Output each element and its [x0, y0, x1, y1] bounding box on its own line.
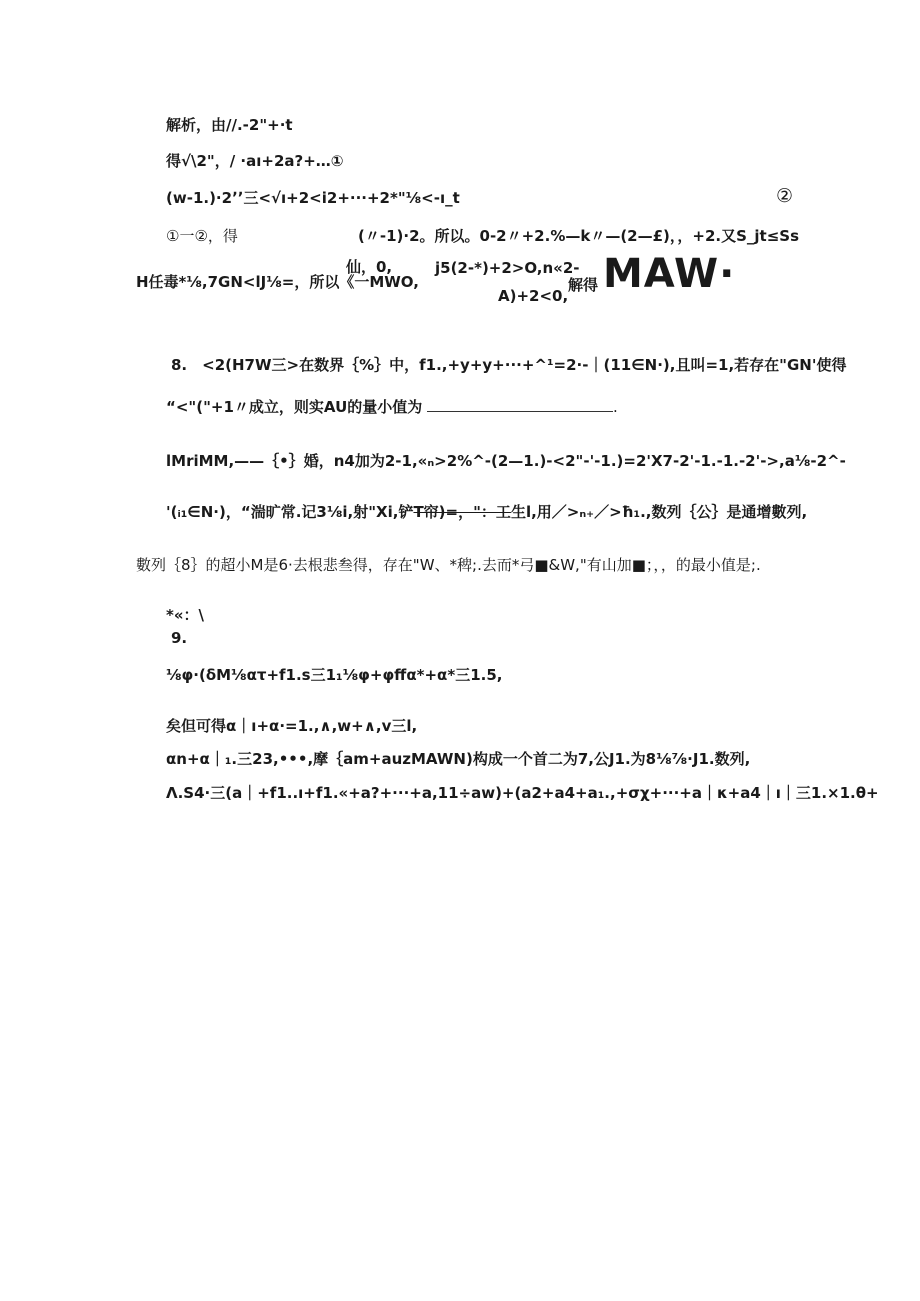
problem-8-solution-line-4: *«：\: [166, 606, 205, 624]
solution-line-4-formula: (〃-1)·2。所以。0-2〃+2.%—k〃—(2—£)，，+2.又S_jt≤Ss: [358, 227, 800, 245]
solution-line-5-formula: j5(2-*)+2>O,n«2-: [435, 259, 580, 277]
solution-line-6: A)+2<0,: [498, 287, 569, 305]
solution-line-4-start: ①一②，得: [166, 227, 238, 245]
solution-line-5-solve: 解得: [568, 276, 599, 294]
answer-blank: [427, 397, 613, 412]
problem-9-line-3: αn+α｜₁.三23,•••,摩｛am+auzMAWN)构成一个首二为7,公J1.为8⅛⅞·J1.数列,: [166, 750, 751, 768]
problem-9-line-4: Λ.S4·三(a｜+f1..ı+f1.«+a?+···+a,11÷aw)+(a2+a4+a₁.,+σχ+···+a｜κ+a4｜ı｜三1.×1.θ+: [166, 784, 879, 802]
problem-8-solution-line-1: lMriMM,——｛•｝婚，n4加为2-1,«ₙ>2%^-(2—1.)-<2"-'-1.)=2'X7-2'-1.-1.-2'->,a⅛-2^-: [166, 452, 846, 470]
problem-8-statement-line-1: 8. <2(H7W三>在数界｛%｝中，f1.,+y+y+···+^¹=2·-｜(11∈N·),且叫=1,若存在"GN'使得: [171, 356, 847, 374]
problem-8-solution-line-2-struck: T帘)=，"：工: [413, 503, 511, 521]
problem-9-number: 9.: [171, 629, 188, 647]
solution-line-5-start: H任毒*⅛,7GN<lJ⅛=，所以《一MWO,: [136, 273, 419, 291]
solution-line-1: 解析，由//.-2"+·t: [166, 116, 293, 134]
solution-line-2: 得√\2"，/ ·aı+2a?+…①: [166, 152, 344, 170]
solution-line-3: (w-1.)·2ʼʼ三<√ı+2<i2+···+2*"⅛<-ı_t: [166, 189, 460, 207]
solution-result-large: MAW·: [603, 251, 736, 297]
problem-8-solution-line-2: [166, 502, 807, 522]
equation-mark-2: ②: [776, 185, 794, 207]
problem-8-period: .: [613, 398, 618, 416]
problem-8-statement-line-2: [166, 397, 618, 417]
problem-9-line-2: 矣但可得α｜ı+α·=1.,∧,w+∧,v三l,: [166, 717, 418, 735]
problem-8-statement-text: “<"("+1〃成立，则实AU的量小值为: [166, 398, 423, 416]
solution-line-5-mid: 仙，0,: [346, 258, 393, 276]
problem-8-solution-line-2b: 生l,用／>ₙ₊／>ħ₁.,数列｛公｝是通增數列,: [510, 503, 808, 521]
problem-8-solution-line-3: 數列｛8｝的超小M是6·去根悲叁得，存在"W、*稗;.去而*弓■&W,"有山加■；，，的最小值是;.: [136, 556, 761, 574]
problem-9-line-1: ⅛φ·(δM⅛ατ+f1.s三1₁⅛φ+φffα*+α*三1.5,: [166, 666, 503, 684]
problem-8-solution-line-2a: '(ᵢ₁∈N·)，“湍旷常.记3⅛i,射"Xi,铲: [166, 503, 414, 521]
